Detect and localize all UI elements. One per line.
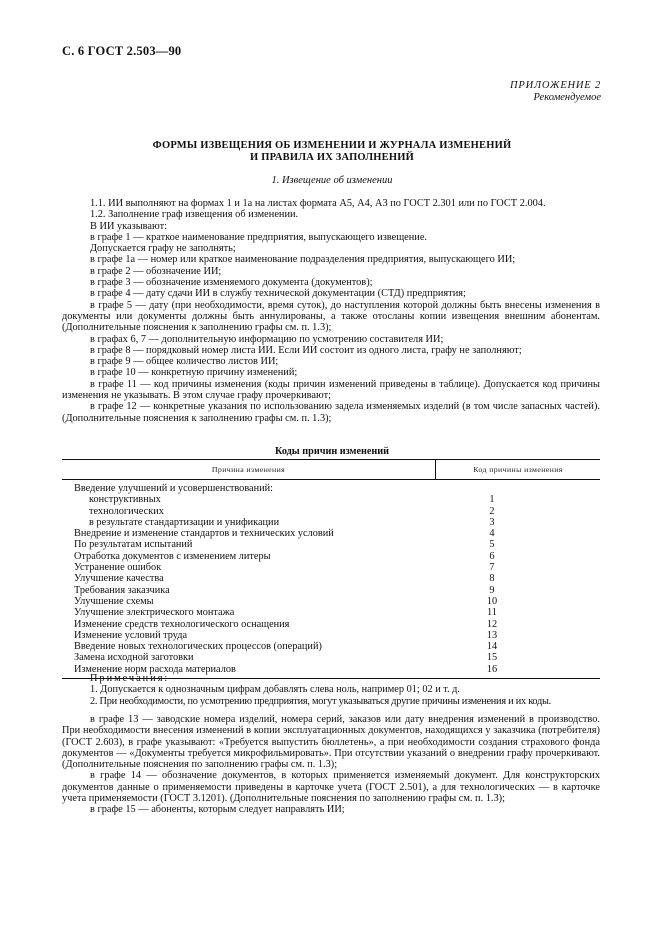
page-header: С. 6 ГОСТ 2.503—90 [62,44,182,58]
change-codes-table [62,459,600,679]
document-title-line2: И ПРАВИЛА ИХ ЗАПОЛНЕНИЙ [250,152,414,163]
table-row [62,619,600,630]
reason-cell: По результатам испытаний [74,539,193,551]
code-cell: 7 [489,562,495,574]
column-header-code: Код причины изменения [473,465,563,474]
paragraph: 1.1. ИИ выполняют на формах 1 и 1а на листах формата А5, А4, А3 по ГОСТ 2.301 или по ГОСТ 2.004. [90,198,546,209]
reason-cell: Изменение норм расхода материалов [74,663,236,675]
reason-cell: Требования заказчика [74,584,170,596]
table-row [62,506,600,517]
code-cell: 5 [489,539,495,551]
table-row [62,596,600,607]
code-cell: 14 [486,641,498,653]
reason-cell: Изменение условий труда [74,629,188,641]
paragraph: в графе 14 — обозначение документов, в которых применяется изменяемый документ. Для конструкторских документов данные о применяемости приведены в карточке учета (ГОСТ 2.501), а для технологических — в карточке учета применяемости (ГОСТ 3.1201). (Дополнительные пояснения по заполнению графы см. п. 1.3); [62,770,600,805]
reason-cell: Устранение ошибок [74,562,162,574]
table-notes [62,673,600,707]
note-item: 2. При необходимости, по усмотрению предприятия, могут указываться другие причины изменения и их коды. [90,695,552,707]
body-text-section-1 [62,198,600,424]
appendix-label [510,80,601,104]
reason-cell: конструктивных [89,494,161,506]
table-body [62,480,600,678]
code-cell: 2 [489,505,495,517]
appendix-title: ПРИЛОЖЕНИЕ 2 [510,80,601,91]
paragraph: в графе 12 — конкретные указания по использованию задела изменяемых изделий (в том числе запасных частей). (Дополнительные пояснения к заполнению графы см. п. 1.3); [62,401,600,424]
paragraph: в графе 5 — дату (при необходимости, время суток), до наступления которой должны быть внесены изменения в документы или документы должны быть аннулированы, а также отосланы копии извещения внешним абонентам. (Дополнительные пояснения к заполнению графы см. п. 1.3); [62,299,600,334]
paragraph: в графе 11 — код причины изменения (коды причин изменений приведены в таблице). Допускается код причины изменения не указывать. В этом случае графу прочеркивают; [62,378,600,402]
reason-cell: Введение улучшений и усовершенствований: [74,483,274,494]
paragraph: в графе 1 — краткое наименование предприятия, выпускающего извещение. [90,231,428,243]
table-caption: Коды причин изменений [274,446,390,457]
paragraph: в графе 1а — номер или краткое наименование подразделения предприятия, выпускающего ИИ; [90,254,516,266]
table-row [62,539,600,550]
document-title-line1: ФОРМЫ ИЗВЕЩЕНИЯ ОБ ИЗМЕНЕНИИ И ЖУРНАЛА ИЗМЕНЕНИЙ [152,140,512,151]
paragraph: в графе 10 — конкретную причину изменений; [90,367,298,379]
paragraph: 1.2. Заполнение граф извещения об изменении. [90,209,299,221]
note-item: 1. Допускается к однозначным цифрам добавлять слева ноль, например 01; 02 и т. д. [90,684,460,696]
reason-cell: технологических [89,505,164,517]
paragraph: в графе 8 — порядковый номер листа ИИ. Если ИИ состоит из одного листа, графу не заполняют; [90,344,522,356]
code-cell [434,483,550,494]
reason-cell: Улучшение схемы [74,595,154,607]
section-title: 1. Извещение об изменении [271,175,393,186]
table-row [62,528,600,539]
code-cell: 12 [486,618,498,630]
table-row [62,652,600,663]
column-header-reason: Причина изменения [62,460,436,479]
table-row [62,607,600,618]
code-cell: 11 [487,607,497,619]
code-cell: 13 [486,629,498,641]
paragraph: в графе 13 — заводские номера изделий, номера серий, заказов или дату внедрения изменений в производство. При необходимости внесения изменений в копии эксплуатационных документов, находящихся у заказчика (потребителя) (ГОСТ 2.603), в графе указывают: «Требуется выпустить бюллетень», а при необходимости создания страхового фонда документов — «Документы требуется микрофильмировать». При отсутствии указаний о внедрении графу прочеркивают. (Дополнительные пояснения по заполнению графы см. п. 1.3); [62,714,600,771]
table-header [62,460,600,480]
table-row [62,551,600,562]
reason-cell: Отработка документов с изменением литеры [74,550,271,562]
code-cell: 6 [489,550,495,562]
paragraph: В ИИ указывают: [90,220,168,232]
reason-cell: Внедрение и изменение стандартов и технических условий [74,528,334,540]
reason-cell: Введение новых технологических процессов (операций) [74,641,322,653]
code-cell: 10 [486,595,498,607]
paragraph: в графе 15 — абоненты, которым следует направлять ИИ; [90,804,345,816]
code-cell: 16 [486,663,498,675]
notes-title: Примечания: [90,673,170,684]
paragraph: в графе 2 — обозначение ИИ; [90,265,222,277]
table-row [62,573,600,584]
code-cell: 3 [489,516,495,528]
paragraph: в графе 9 — общее количество листов ИИ; [90,356,279,368]
reason-cell: в результате стандартизации и унификации [89,516,280,528]
paragraph: Допускается графу не заполнять; [90,243,236,255]
body-text-continued [62,714,600,816]
table-row [62,483,600,494]
code-cell: 9 [489,584,495,596]
code-cell: 8 [489,573,495,585]
reason-cell: Замена исходной заготовки [74,652,194,664]
document-title [62,140,602,164]
table-row [62,494,600,505]
table-row [62,517,600,528]
table-row [62,630,600,641]
table-row [62,585,600,596]
table-row [62,641,600,652]
paragraph: в графе 4 — дату сдачи ИИ в службу технической документации (СТД) предприятия; [90,288,466,300]
reason-cell: Улучшение качества [74,573,164,585]
code-cell: 15 [486,652,498,664]
reason-cell: Изменение средств технологического оснащения [74,618,290,630]
code-cell: 1 [489,494,495,506]
paragraph: в графе 3 — обозначение изменяемого документа (документов); [90,277,373,289]
appendix-subtitle: Рекомендуемое [533,92,601,103]
table-row [62,562,600,573]
code-cell: 4 [489,528,495,540]
paragraph: в графах 6, 7 — дополнительную информацию по усмотрению составителя ИИ; [90,333,444,345]
reason-cell: Улучшение электрического монтажа [74,607,235,619]
